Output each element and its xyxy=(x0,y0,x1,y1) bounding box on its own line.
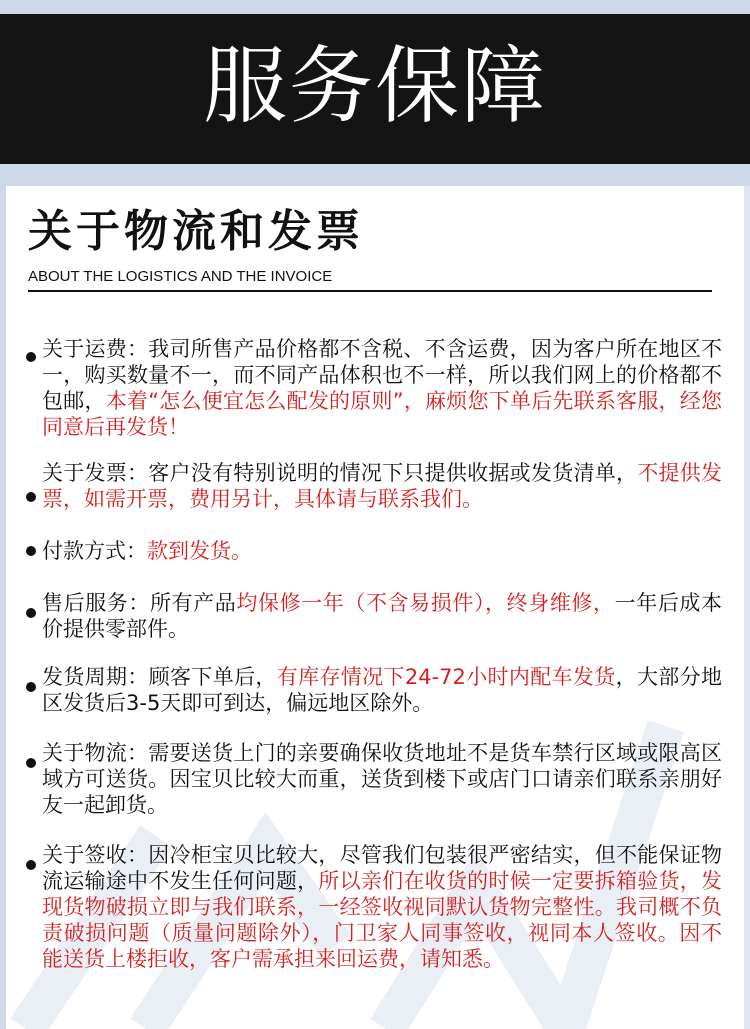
right-strip xyxy=(744,186,750,1029)
body-text: 关于运费：我司所售产品价格都不含税、不含运费，因为客户所在地区不一，购买数量不一，而不同产品体积也不一样，所以我们网上的价格都不包邮， xyxy=(42,337,722,413)
bullet-icon xyxy=(26,758,36,768)
bullet-icon xyxy=(26,492,36,502)
section-divider xyxy=(28,290,712,292)
body-text: 一年后成本价提供零部件。 xyxy=(42,591,723,641)
highlight-text: 款到发货。 xyxy=(147,539,252,563)
highlight-text: 所以亲们在收货的时候一定要拆箱验货，发现货物破损立即与我们联系，一经签收视同默认货物完整性。我司概不负责破损问题（质量问题除外），门卫家人同事签收，视同本人签收。因不能送货上楼拒收，客户需承担来回运费，请知悉。 xyxy=(42,869,723,971)
section-subtitle: ABOUT THE LOGISTICS AND THE INVOICE xyxy=(28,268,333,285)
bullet-icon xyxy=(26,546,36,556)
item-text xyxy=(42,460,722,512)
body-text: 付款方式： xyxy=(42,539,147,563)
body-text: 发货周期：顾客下单后， xyxy=(42,665,277,689)
item-text xyxy=(42,590,722,642)
highlight-text: 有库存情况下24-72小时内配车发货 xyxy=(276,665,616,689)
bullet-icon xyxy=(26,682,36,692)
bullet-icon xyxy=(26,860,36,870)
header-banner xyxy=(0,14,750,164)
highlight-text: 均保修一年（不含易损件），终身维修， xyxy=(236,591,615,615)
item-text xyxy=(42,740,722,818)
highlight-text: 本着“怎么便宜怎么配发的原则”，麻烦您下单后先联系客服，经您同意后再发货！ xyxy=(42,389,722,439)
body-text: ，大部分地区发货后3-5天即可到达，偏远地区除外。 xyxy=(42,665,722,715)
body-text: 关于发票：客户没有特别说明的情况下只提供收据或发货清单， xyxy=(42,461,638,485)
item-text xyxy=(42,538,722,564)
top-strip xyxy=(0,0,750,14)
body-text: 关于物流：需要送货上门的亲要确保收货地址不是货车禁行区域或限高区域方可送货。因宝贝比较大而重，送货到楼下或店门口请亲们联系亲朋好友一起卸货。 xyxy=(42,741,722,817)
section-title: 关于物流和发票 xyxy=(28,206,364,257)
banner-title: 服务保障 xyxy=(202,37,547,135)
highlight-text: 不提供发票，如需开票，费用另计，具体请与联系我们。 xyxy=(42,461,723,511)
item-text xyxy=(42,664,722,716)
content-card xyxy=(6,186,744,1029)
item-text xyxy=(42,336,722,440)
bullet-icon xyxy=(26,352,36,362)
item-text xyxy=(42,842,722,972)
bullet-icon xyxy=(26,608,36,618)
body-text: 关于签收：因冷柜宝贝比较大，尽管我们包装很严密结实，但不能保证物流运输途中不发生任何问题， xyxy=(42,843,722,893)
body-text: 售后服务：所有产品 xyxy=(42,591,237,615)
